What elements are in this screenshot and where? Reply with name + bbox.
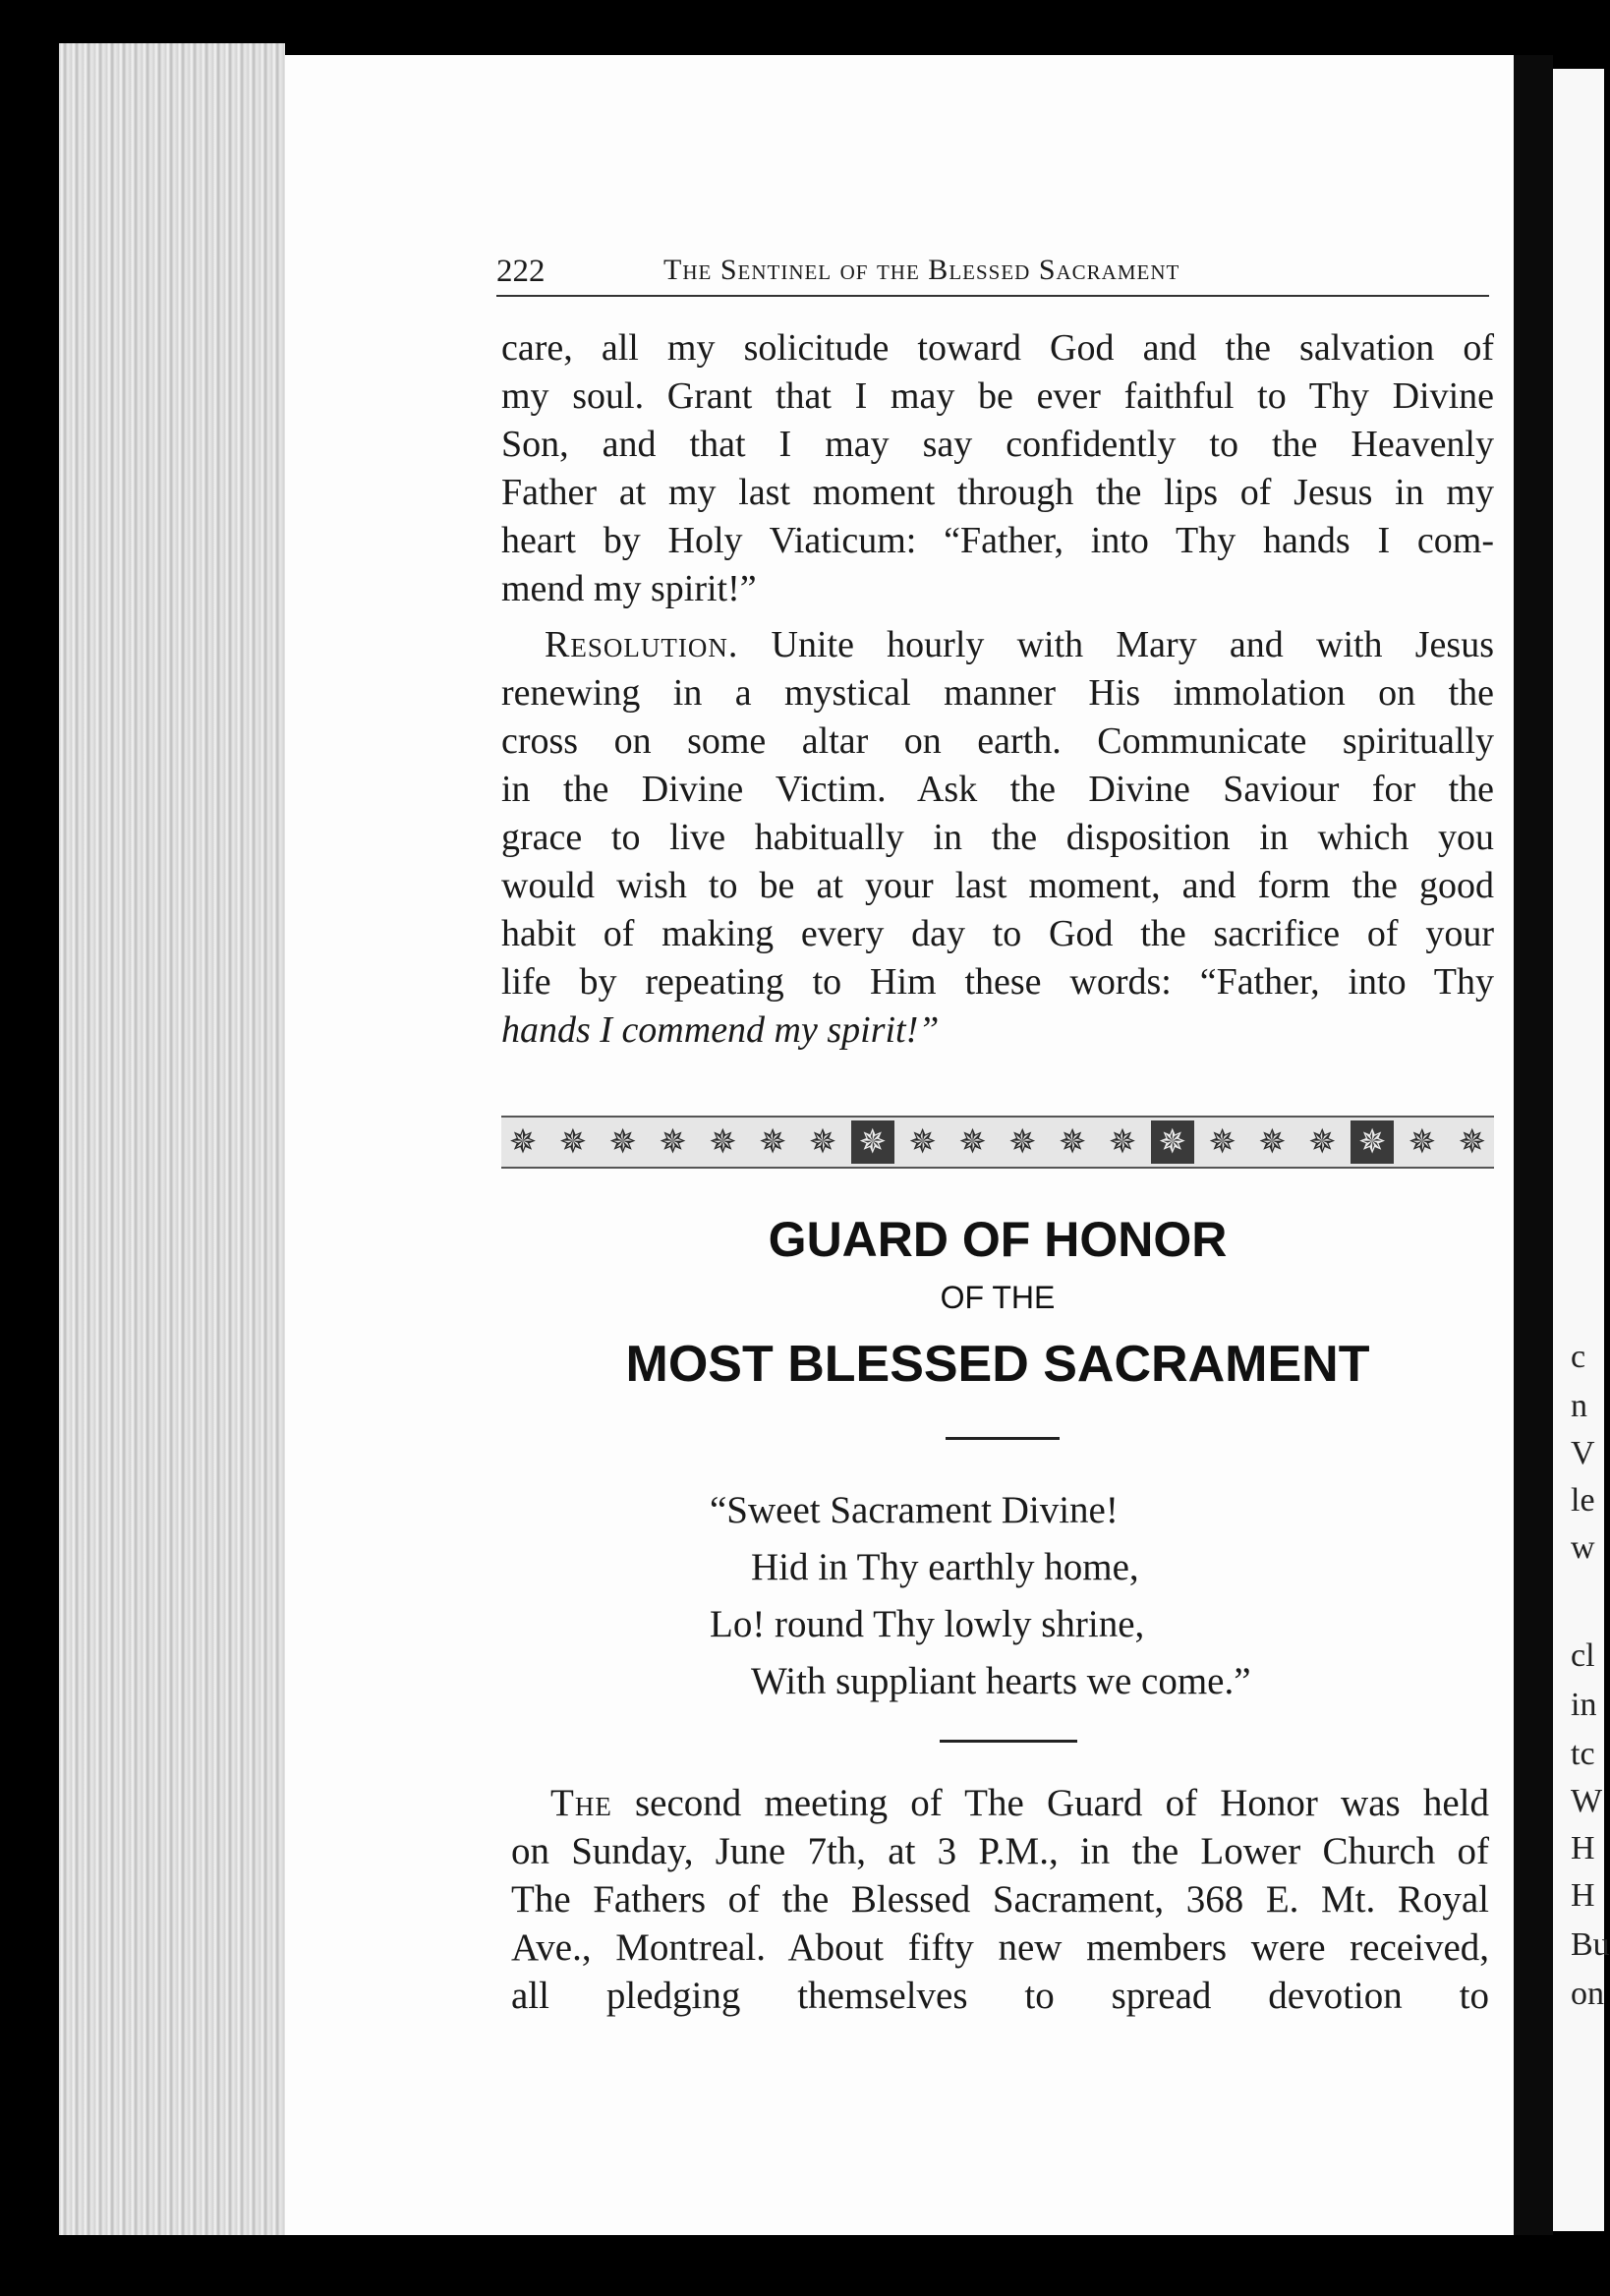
star-ornament-icon: ✵	[558, 1122, 588, 1162]
text-line	[511, 1779, 1489, 1827]
text-line: Father at my last moment through the lips of Jesus in my	[501, 472, 1494, 513]
section-subtitle: OF THE	[940, 1280, 1056, 1315]
section-title: GUARD OF HONOR	[768, 1212, 1228, 1267]
report-paragraph	[511, 1779, 1489, 2020]
page-edges	[59, 43, 285, 2235]
facing-page-fragment: H	[1571, 1877, 1595, 1914]
facing-page-fragment: c	[1571, 1339, 1586, 1375]
star-ornament-icon: ✵	[1351, 1120, 1394, 1164]
facing-page-fragment: on	[1571, 1976, 1604, 2012]
star-ornament-icon: ✵	[758, 1122, 787, 1162]
text-line: renewing in a mystical manner His immolation on the	[501, 672, 1494, 714]
star-ornament-icon: ✵	[1058, 1122, 1087, 1162]
star-ornament-icon: ✵	[659, 1122, 687, 1162]
divider-rule	[946, 1437, 1060, 1440]
star-ornament-icon: ✵	[908, 1122, 937, 1162]
star-ornament-icon: ✵	[1308, 1122, 1337, 1162]
report-lead: The	[550, 1782, 612, 1824]
star-ornament-icon: ✵	[958, 1122, 987, 1162]
text-line	[501, 621, 1494, 669]
star-ornament-icon: ✵	[709, 1122, 737, 1162]
text-line: would wish to be at your last moment, and form the good	[501, 865, 1494, 906]
star-ornament-icon: ✵	[1458, 1122, 1486, 1162]
running-title: The Sentinel of the Blessed Sacrament	[663, 254, 1180, 286]
facing-page-fragment: H	[1571, 1830, 1595, 1866]
star-ornament-icon: ✵	[851, 1120, 894, 1164]
text-line: habit of making every day to God the sacrifice of your	[501, 913, 1494, 954]
star-ornament-icon: ✵	[1408, 1122, 1437, 1162]
facing-page-fragment: tc	[1571, 1736, 1595, 1772]
facing-page-fragment: cl	[1571, 1637, 1595, 1674]
book-gutter	[1514, 55, 1553, 2235]
poem	[710, 1482, 1251, 1710]
text-line: mend my spirit!”	[501, 568, 757, 609]
text-line: care, all my solicitude toward God and the salvation of	[501, 327, 1494, 369]
text-line: all pledging themselves to spread devotion to	[511, 1975, 1489, 2017]
section-title-main: MOST BLESSED SACRAMENT	[625, 1336, 1370, 1393]
star-ornament-icon: ✵	[1258, 1122, 1287, 1162]
star-ornament-icon: ✵	[1151, 1120, 1194, 1164]
facing-page-fragment: in	[1571, 1687, 1597, 1723]
star-ornament-icon: ✵	[1208, 1122, 1236, 1162]
facing-page-fragment: w	[1571, 1529, 1595, 1566]
ornament-band	[501, 1116, 1494, 1169]
poem-line: Lo! round Thy lowly shrine,	[710, 1603, 1145, 1645]
running-head	[496, 250, 1489, 297]
poem-line: Hid in Thy earthly home,	[751, 1546, 1139, 1588]
prayer-paragraph	[501, 324, 1494, 613]
star-ornament-icon: ✵	[808, 1122, 837, 1162]
report-text: second meeting of The Guard of Honor was held	[635, 1782, 1490, 1824]
star-ornament-icon: ✵	[1008, 1122, 1037, 1162]
text-line: grace to live habitually in the disposition in which you	[501, 817, 1494, 858]
text-line: life by repeating to Him these words: “Father, into Thy	[501, 961, 1494, 1003]
text-line: Ave., Montreal. About fifty new members were received,	[511, 1926, 1489, 1969]
poem-line: “Sweet Sacrament Divine!	[710, 1489, 1119, 1531]
text-line: The Fathers of the Blessed Sacrament, 368 E. Mt. Royal	[511, 1878, 1489, 1921]
divider-rule	[940, 1740, 1077, 1743]
text-line: heart by Holy Viaticum: “Father, into Thy hands I com-	[501, 520, 1494, 561]
resolution-paragraph	[501, 621, 1494, 1055]
text-line: hands I commend my spirit!”	[501, 1009, 940, 1051]
facing-page-fragment: le	[1571, 1482, 1595, 1519]
poem-line: With suppliant hearts we come.”	[751, 1660, 1251, 1702]
text-line: cross on some altar on earth. Communicate spiritually	[501, 720, 1494, 762]
text-line: Son, and that I may say confidently to the Heavenly	[501, 424, 1494, 465]
text-line: my soul. Grant that I may be ever faithful to Thy Divine	[501, 375, 1494, 417]
resolution-text: Unite hourly with Mary and with Jesus	[771, 624, 1495, 665]
star-ornament-icon: ✵	[608, 1122, 637, 1162]
facing-page-fragment: n	[1571, 1388, 1587, 1424]
star-ornament-icon: ✵	[1108, 1122, 1137, 1162]
facing-page-fragment: V	[1571, 1435, 1595, 1471]
star-ornament-icon: ✵	[508, 1122, 538, 1162]
text-line: in the Divine Victim. Ask the Divine Saviour for the	[501, 769, 1494, 810]
facing-page-fragment: Bu	[1571, 1926, 1610, 1963]
text-line: on Sunday, June 7th, at 3 P.M., in the Lower Church of	[511, 1830, 1489, 1872]
resolution-label: Resolution.	[545, 624, 739, 665]
page-number: 222	[496, 254, 546, 289]
facing-page-fragment: W	[1571, 1783, 1603, 1819]
